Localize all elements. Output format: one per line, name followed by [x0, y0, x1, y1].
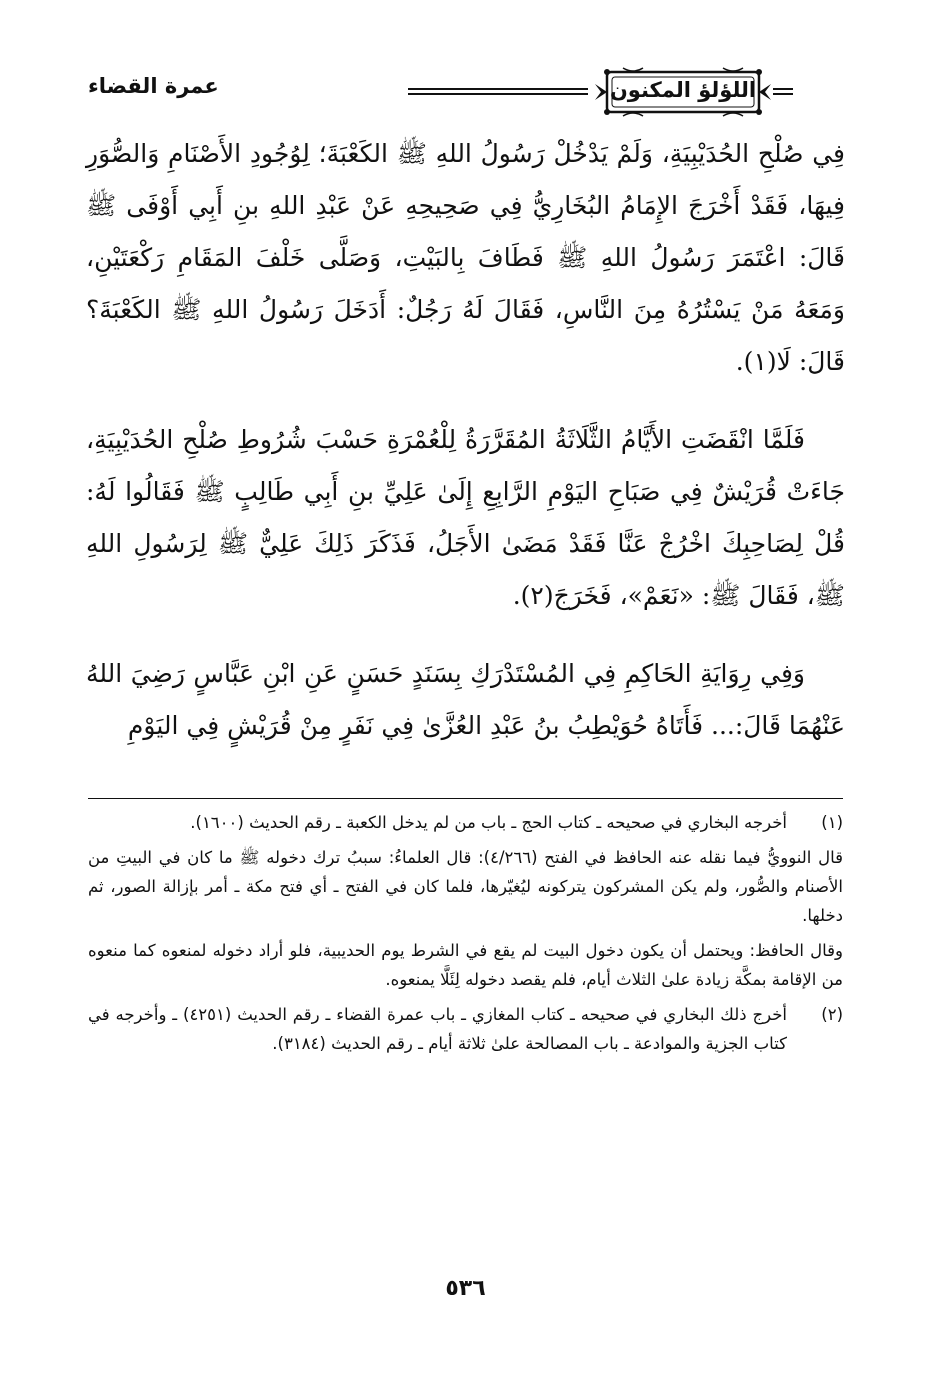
paragraph-2: فَلَمَّا انْقَضَتِ الأَيَّامُ الثَّلَاثَةُ المُقَرَّرَةُ لِلْعُمْرَةِ حَسْبَ شُرُوطِ صُلْحِ الحُدَيْبِيَةِ، جَاءَتْ قُرَيْشٌ فِي صَبَاحِ اليَوْمِ الرَّابِعِ إِلَىٰ عَلِيِّ بنِ أَبِي طَالِبٍ ﷺ فَقَالُوا لَهُ: قُلْ لِصَاحِبِكَ اخْرُجْ عَنَّا فَقَدْ مَضَىٰ الأَجَلُ، فَذَكَرَ ذَلِكَ عَلِيٌّ ﷺ لِرَسُولِ اللهِ ﷺ، فَقَالَ ﷺ: «نَعَمْ»، فَخَرَجَ(٢). [86, 425, 845, 610]
main-text [86, 128, 845, 778]
footnotes [88, 808, 843, 1064]
paragraph-3: وَفِي رِوَايَةِ الحَاكِمِ فِي المُسْتَدْرَكِ بِسَنَدٍ حَسَنٍ عَنِ ابْنِ عَبَّاسٍ رَضِيَ اللهُ عَنْهُمَا قَالَ:... فَأَتَاهُ حُوَيْطِبُ بنُ عَبْدِ العُزَّىٰ فِي نَفَرٍ مِنْ قُرَيْشٍ فِي اليَوْمِ [86, 659, 845, 740]
footnote-1-commentary-2: وقال الحافظ: ويحتمل أن يكون دخول البيت لم يقع في الشرط يوم الحديبية، فلو أراد دخوله لمنعوه كما منعوه من الإقامة بمكَّة زيادة علىٰ الثلاث أيام، فلم يقصد دخوله لِئَلَّا يمنعوه. [88, 941, 843, 989]
page-header [88, 52, 843, 112]
footnote-number: (١) [821, 813, 843, 832]
footnote-separator [88, 798, 843, 799]
page-number: ٥٣٦ [445, 1276, 486, 1301]
header-rule-middle [408, 88, 588, 95]
chapter-title: عمرة القضاء [88, 74, 219, 98]
header-rule-right [773, 88, 793, 95]
footnote-1 [88, 808, 843, 837]
book-title-badge [593, 64, 773, 120]
footnote-number: (٢) [821, 1005, 843, 1024]
footnote-text: أخرجه البخاري في صحيحه ـ كتاب الحج ـ باب من لم يدخل الكعبة ـ رقم الحديث (١٦٠٠). [190, 813, 787, 832]
footnote-2 [88, 1000, 843, 1058]
paragraph-1: فِي صُلْحِ الحُدَيْبِيَةِ، وَلَمْ يَدْخُلْ رَسُولُ اللهِ ﷺ الكَعْبَةَ؛ لِوُجُودِ الأَصْنَامِ وَالصُّوَرِ فِيهَا، فَقَدْ أَخْرَجَ الإِمَامُ البُخَارِيُّ فِي صَحِيحِهِ عَنْ عَبْدِ اللهِ بنِ أَبِي أَوْفَى ﷺ قَالَ: اعْتَمَرَ رَسُولُ اللهِ ﷺ فَطَافَ بِالبَيْتِ، وَصَلَّى خَلْفَ المَقَامِ رَكْعَتَيْنِ، وَمَعَهُ مَنْ يَسْتُرُهُ مِنَ النَّاسِ، فَقَالَ لَهُ رَجُلٌ: أَدَخَلَ رَسُولُ اللهِ ﷺ الكَعْبَةَ؟ قَالَ: لَا(١). [86, 139, 845, 376]
footnote-text: أخرج ذلك البخاري في صحيحه ـ كتاب المغازي ـ باب عمرة القضاء ـ رقم الحديث (٤٢٥١) ـ وأخرجه في كتاب الجزية والموادعة ـ باب المصالحة علىٰ ثلاثة أيام ـ رقم الحديث (٣١٨٤). [88, 1005, 787, 1053]
footnote-1-commentary-1: قال النوويُّ فيما نقله عنه الحافظ في الفتح (٤/٢٦٦): قال العلماءُ: سببُ ترك دخوله ﷺ ما كان في البيتِ من الأصنام والصُّور، ولم يكن المشركون يتركونه ليُغيّرها، فلما كان في الفتح ـ أي فتح مكة ـ أمر بإزالة الصور، ثم دخلها. [88, 848, 843, 925]
book-title: اللؤلؤ المكنون [609, 78, 757, 102]
